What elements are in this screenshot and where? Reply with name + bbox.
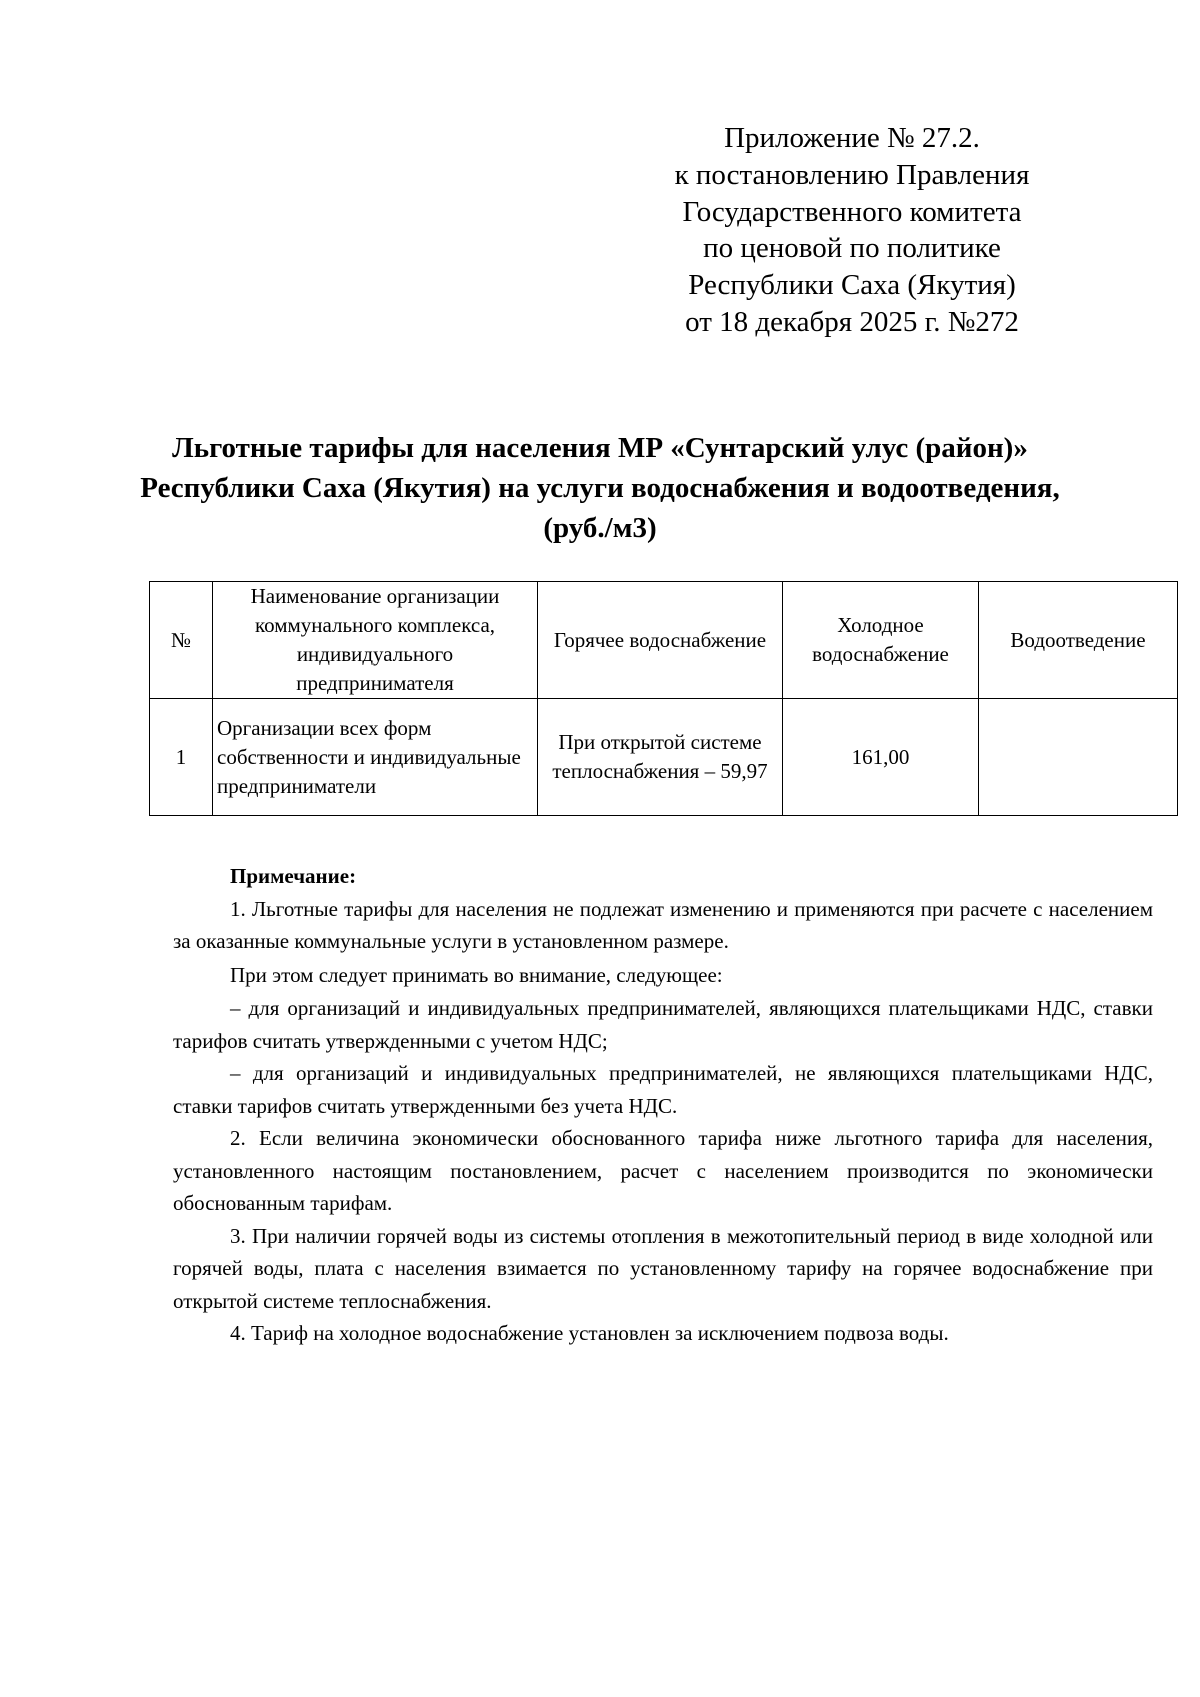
appendix-line: Республики Саха (Якутия) xyxy=(688,269,1016,302)
header-drainage: Водоотведение xyxy=(979,582,1178,699)
title-line: Льготные тарифы для населения МР «Сунтарский улус (район)» xyxy=(172,432,1028,464)
note-paragraph: – для организаций и индивидуальных предпринимателей, являющихся плательщиками НДС, ставки тарифов считать утвержденными с учетом НДС; xyxy=(173,996,1153,1053)
appendix-line: Государственного комитета xyxy=(682,195,1022,228)
header-cold-water: Холодное водоснабжение xyxy=(783,582,979,699)
title-line: Республики Саха (Якутия) на услуги водоснабжения и водоотведения, xyxy=(140,472,1060,504)
note-paragraph: 1. Льготные тарифы для населения не подлежат изменению и применяются при расчете с населением за оказанные коммунальные услуги в установленном размере. xyxy=(173,896,1153,953)
appendix-line: от 18 декабря 2025 г. №272 xyxy=(685,305,1019,338)
notes-title: Примечание: xyxy=(230,864,357,888)
note-paragraph: При этом следует принимать во внимание, следующее: xyxy=(230,962,723,987)
note-paragraph: 2. Если величина экономически обоснованного тарифа ниже льготного тарифа для населения, установленного настоящим постановлением, расчет с населением производится по экономически обоснованным тарифам. xyxy=(173,1126,1153,1215)
header-num: № xyxy=(150,582,213,699)
note-paragraph: 3. При наличии горячей воды из системы отопления в межотопительный период в виде холодной или горячей воды, плата с населения взимается по установленному тарифу на горячее водоснабжение при открытой системе теплоснабжения. xyxy=(173,1223,1153,1313)
header-organization: Наименование организации коммунального комплекса, индивидуального предпринимателя xyxy=(213,582,538,699)
notes-section xyxy=(173,860,1153,1350)
tariffs-table xyxy=(149,581,1178,816)
appendix-line: Приложение № 27.2. xyxy=(724,122,980,154)
title-line: (руб./м3) xyxy=(543,512,657,544)
cell-cold-water: 161,00 xyxy=(783,699,979,816)
appendix-block xyxy=(632,120,1072,341)
table-header-row xyxy=(150,582,1178,699)
cell-organization: Организации всех форм собственности и индивидуальные предприниматели xyxy=(213,699,538,816)
cell-num: 1 xyxy=(150,699,213,816)
document-title xyxy=(0,428,1200,548)
note-paragraph: 4. Тариф на холодное водоснабжение установлен за исключением подвоза воды. xyxy=(230,1321,949,1345)
table-row xyxy=(150,699,1178,816)
note-paragraph: – для организаций и индивидуальных предпринимателей, не являющихся плательщиками НДС, ставки тарифов считать утвержденными без учета НДС. xyxy=(173,1061,1153,1118)
header-hot-water: Горячее водоснабжение xyxy=(538,582,783,699)
appendix-line: к постановлению Правления xyxy=(674,158,1030,191)
cell-drainage xyxy=(979,699,1178,816)
appendix-line: по ценовой по политике xyxy=(703,232,1001,265)
cell-hot-water: При открытой системе теплоснабжения – 59,97 xyxy=(538,699,783,816)
